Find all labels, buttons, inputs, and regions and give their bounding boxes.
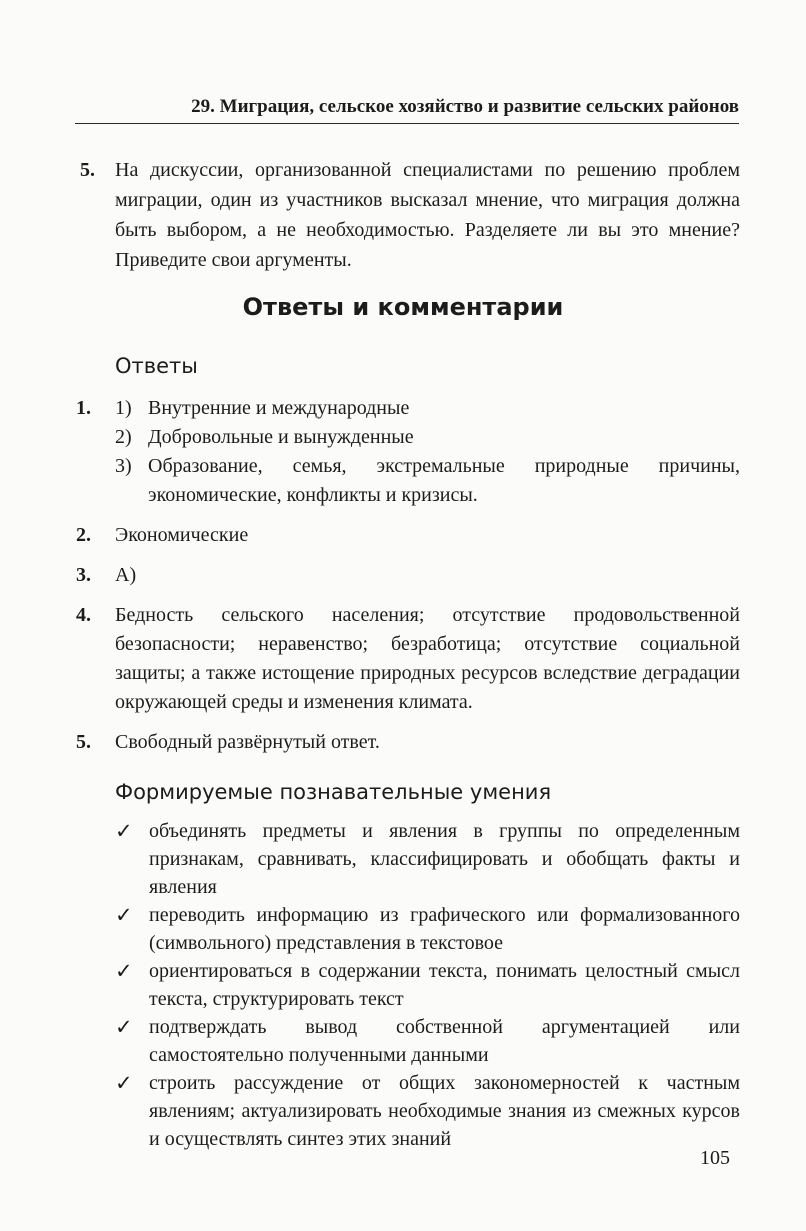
question-number: 5.	[80, 159, 95, 181]
answer-subitem	[115, 423, 740, 452]
answers-list	[76, 394, 740, 768]
answer-text: А)	[115, 564, 137, 586]
subitem-number: 2)	[115, 426, 132, 448]
section-title: Ответы и комментарии	[242, 293, 564, 321]
skills-list	[113, 817, 740, 1153]
answer-text: Бедность сельского населения; отсутствие продовольственной безопасности; неравенство; безработица; отсутствие социальной защиты; а также истощение природных ресурсов вследствие деградации окружающей среды и изменения климата.	[115, 604, 740, 713]
skill-text: строить рассуждение от общих закономерностей к частным явлениям; актуализировать необходимые знания из смежных курсов и осуществлять синтез этих знаний	[149, 1072, 740, 1150]
answer-3	[76, 561, 740, 590]
answer-2	[76, 521, 740, 550]
skill-item	[113, 901, 740, 957]
subitem-text: Образование, семья, экстремальные природные причины, экономические, конфликты и кризисы.	[148, 455, 740, 506]
skill-text: объединять предметы и явления в группы по определенным признакам, сравнивать, классифицировать и обобщать факты и явления	[149, 820, 740, 898]
subitem-text: Внутренние и международные	[148, 397, 410, 419]
skill-text: ориентироваться в содержании текста, понимать целостный смысл текста, структурировать текст	[149, 960, 740, 1010]
question-text: На дискуссии, организованной специалистами по решению проблем миграции, один из участников высказал мнение, что миграция должна быть выбором, а не необходимостью. Разделяете ли вы это мнение? Приведите свои аргументы.	[115, 159, 740, 271]
answer-5	[76, 728, 740, 757]
question-5	[80, 155, 740, 275]
answers-title: Ответы	[115, 354, 198, 378]
subitem-number: 1)	[115, 397, 132, 419]
running-head: 29. Миграция, сельское хозяйство и развитие сельских районов	[75, 95, 739, 124]
answer-text: Свободный развёрнутый ответ.	[115, 731, 380, 753]
skill-item	[113, 1069, 740, 1153]
check-icon: ✓	[115, 903, 133, 927]
skill-text: переводить информацию из графического или формализованного (символьного) представления в текстовое	[149, 904, 740, 954]
check-icon: ✓	[115, 959, 133, 983]
answer-text: Экономические	[115, 524, 249, 546]
answer-1	[76, 394, 740, 510]
answer-subitem	[115, 394, 740, 423]
skill-item	[113, 1013, 740, 1069]
check-icon: ✓	[115, 1015, 133, 1039]
answer-number: 3.	[76, 564, 91, 586]
skill-item	[113, 817, 740, 901]
answer-number: 4.	[76, 604, 91, 626]
check-icon: ✓	[115, 1071, 133, 1095]
subitem-text: Добровольные и вынужденные	[148, 426, 414, 448]
answer-number: 2.	[76, 524, 91, 546]
skill-text: подтверждать вывод собственной аргументацией или самостоятельно полученными данными	[149, 1016, 740, 1066]
answer-number: 5.	[76, 731, 91, 753]
skills-title: Формируемые познавательные умения	[115, 780, 552, 804]
answer-4	[76, 601, 740, 717]
answer-subitem	[115, 452, 740, 510]
skill-item	[113, 957, 740, 1013]
subitem-number: 3)	[115, 455, 132, 477]
page-number: 105	[700, 1147, 730, 1169]
answer-number: 1.	[76, 397, 91, 419]
check-icon: ✓	[115, 819, 133, 843]
